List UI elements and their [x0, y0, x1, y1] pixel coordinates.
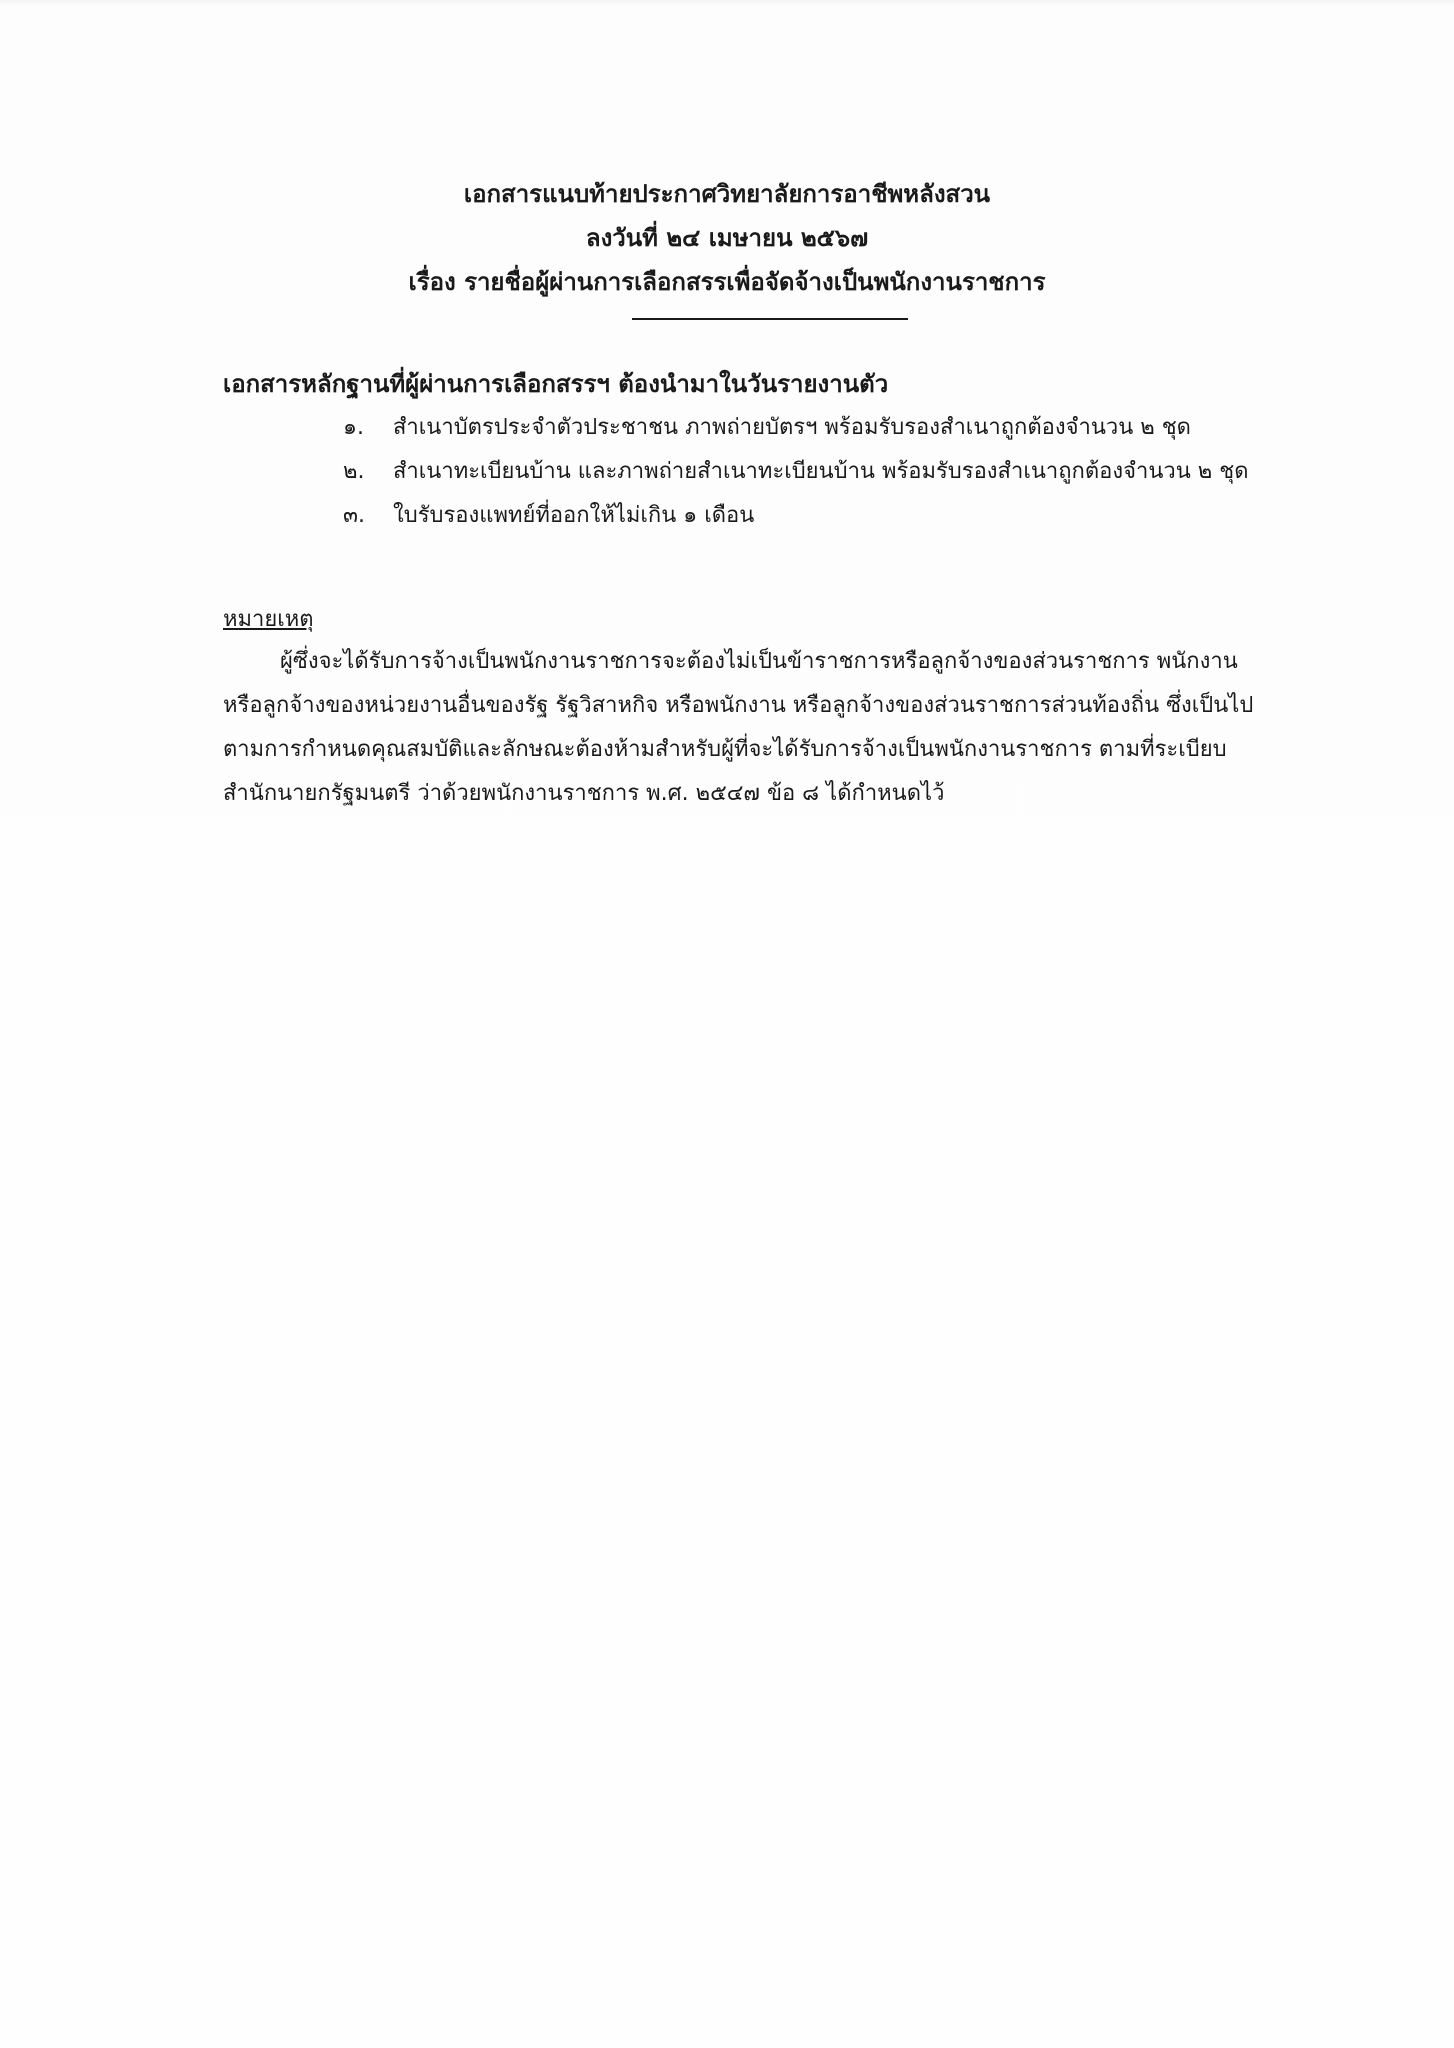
list-item-number: ๓.	[343, 503, 366, 528]
list-item-text: ใบรับรองแพทย์ที่ออกให้ไม่เกิน ๑ เดือน	[393, 503, 755, 528]
list-item	[343, 494, 1249, 538]
note-title: หมายเหตุ	[223, 607, 314, 632]
documents-list	[343, 406, 1249, 538]
list-item-text: สำเนาบัตรประจำตัวประชาชน ภาพถ่ายบัตรฯ พร้อมรับรองสำเนาถูกต้องจำนวน ๒ ชุด	[393, 415, 1191, 440]
note-body	[223, 640, 1253, 816]
note-line: หรือลูกจ้างของหน่วยงานอื่นของรัฐ รัฐวิสาหกิจ หรือพนักงาน หรือลูกจ้างของส่วนราชการส่วนท้องถิ่น ซึ่งเป็นไป	[223, 693, 1254, 718]
note-line: สำนักนายกรัฐมนตรี ว่าด้วยพนักงานราชการ พ.ศ. ๒๕๔๗ ข้อ ๘ ได้กำหนดไว้	[223, 781, 945, 806]
list-item-number: ๒.	[343, 459, 365, 484]
header-title: เอกสารแนบท้ายประกาศวิทยาลัยการอาชีพหลังสวน	[463, 180, 991, 208]
list-item	[343, 450, 1249, 494]
document-header	[0, 172, 1454, 304]
documents-heading: เอกสารหลักฐานที่ผู้ผ่านการเลือกสรรฯ ต้องนำมาในวันรายงานตัว	[223, 370, 889, 398]
header-divider	[632, 318, 908, 320]
list-item-text: สำเนาทะเบียนบ้าน และภาพถ่ายสำเนาทะเบียนบ้าน พร้อมรับรองสำเนาถูกต้องจำนวน ๒ ชุด	[393, 459, 1249, 484]
list-item-number: ๑.	[343, 415, 364, 440]
header-subject: เรื่อง รายชื่อผู้ผ่านการเลือกสรรเพื่อจัดจ้างเป็นพนักงานราชการ	[408, 268, 1046, 296]
header-date: ลงวันที่ ๒๔ เมษายน ๒๕๖๗	[585, 224, 869, 252]
note-line: ผู้ซึ่งจะได้รับการจ้างเป็นพนักงานราชการจะต้องไม่เป็นข้าราชการหรือลูกจ้างของส่วนราชการ พนักงาน	[280, 649, 1238, 674]
note-line: ตามการกำหนดคุณสมบัติและลักษณะต้องห้ามสำหรับผู้ที่จะได้รับการจ้างเป็นพนักงานราชการ ตามที่ระเบียบ	[223, 737, 1227, 762]
list-item	[343, 406, 1249, 450]
